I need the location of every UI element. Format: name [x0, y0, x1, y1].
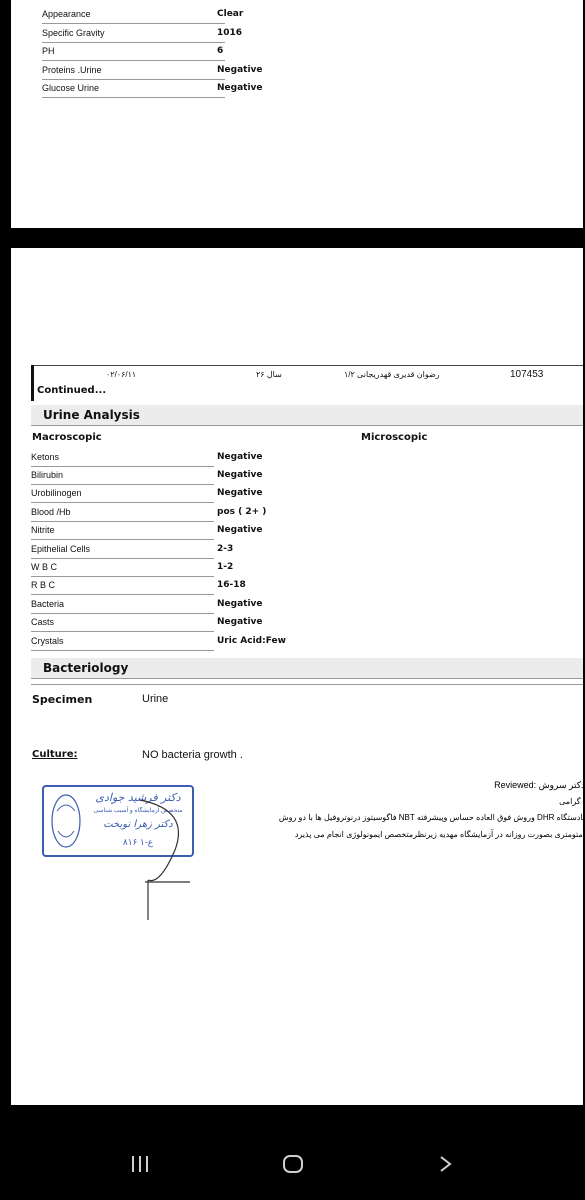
result-value: Negative [217, 83, 263, 93]
result-label: Blood /Hb [31, 507, 71, 517]
report-date: ۰۲/۰۶/۱۱ [106, 370, 137, 379]
result-value: Negative [217, 599, 263, 609]
result-label: Appearance [42, 9, 91, 19]
result-row [31, 503, 214, 522]
result-value: Clear [217, 9, 244, 19]
result-value: Negative [217, 525, 263, 535]
header-bracket [31, 365, 34, 401]
result-row [31, 576, 214, 595]
result-label: Proteins .Urine [42, 65, 102, 75]
result-label: Bacteria [31, 599, 65, 609]
section-header-urine [31, 405, 583, 426]
patient-name: رضوان قدیری قهدریجانی ۱/۲ [344, 370, 440, 379]
result-value: Negative [217, 470, 263, 480]
patient-age: ۲۶ سال [256, 370, 282, 379]
result-label: Epithelial Cells [31, 544, 91, 554]
result-value: pos ( 2+ ) [217, 507, 267, 517]
microscopic-heading: Microscopic [361, 432, 428, 443]
result-value: 6 [217, 46, 224, 56]
result-row [31, 466, 214, 485]
home-icon [282, 1154, 304, 1174]
stamp-line: دکتر زهرا نوبخت [103, 819, 173, 830]
result-row [31, 613, 214, 632]
system-nav-bar [0, 1105, 583, 1200]
result-label: Crystals [31, 636, 64, 646]
report-page-2 [11, 248, 583, 1105]
result-label: PH [42, 46, 55, 56]
result-row [31, 521, 214, 540]
result-label: Urobilinogen [31, 488, 82, 498]
result-label: Casts [31, 617, 55, 627]
note-line: متومتری بصورت روزانه در آزمایشگاه مهدیه زیرنظرمتخصص ایمونولوژی انجام می پذیرد. [294, 830, 585, 839]
back-button[interactable] [438, 1155, 454, 1173]
stamp-line: دکتر فرشید جوادی [95, 791, 181, 804]
back-chevron-icon [438, 1155, 454, 1173]
result-row [31, 558, 214, 577]
result-row [31, 448, 214, 467]
result-row [31, 484, 214, 503]
result-value: 16-18 [217, 580, 246, 590]
section-title: Urine Analysis [43, 408, 140, 422]
culture-value: NO bacteria growth . [142, 749, 243, 761]
result-value: Negative [217, 617, 263, 627]
result-value: Negative [217, 488, 263, 498]
result-row [42, 24, 225, 43]
section-title: Bacteriology [43, 661, 129, 675]
section-header-bacteriology [31, 658, 583, 679]
stamp-line: ع-۱ ۸۱۶ [122, 837, 154, 847]
result-value: Uric Acid:Few [217, 636, 286, 646]
result-label: Specific Gravity [42, 28, 105, 38]
note-line: فاگوسیتوز درنوتروفیل ها با دو روش NBT وروش فوق العاده حساس وپیشرفته DHR بادستگاه [278, 813, 585, 822]
result-row [42, 61, 225, 80]
home-button[interactable] [282, 1154, 304, 1174]
report-page-1 [11, 0, 583, 228]
result-value: Negative [217, 65, 263, 75]
result-row [42, 42, 225, 61]
result-label: Nitrite [31, 525, 55, 535]
divider [31, 684, 583, 685]
result-row [31, 540, 214, 559]
result-row [42, 5, 225, 24]
stamp-line: متخصص آزمایشگاه و آسیب شناسی [93, 808, 183, 814]
note-line: گرامی : [559, 797, 585, 806]
recent-apps-button[interactable] [131, 1155, 151, 1173]
continued-label: Continued... [37, 385, 107, 396]
signature-icon [100, 790, 220, 930]
result-row [31, 632, 214, 651]
result-label: Ketons [31, 452, 60, 462]
macroscopic-heading: Macroscopic [32, 432, 102, 443]
result-value: 1016 [217, 28, 243, 38]
result-row [42, 79, 225, 98]
stamp-emblem-icon [48, 791, 84, 851]
specimen-value: Urine [142, 693, 169, 705]
culture-label: Culture: [32, 749, 78, 760]
result-label: Bilirubin [31, 470, 64, 480]
specimen-label: Specimen [32, 693, 93, 706]
result-label: Glucose Urine [42, 83, 100, 93]
patient-id: 107453 [510, 369, 544, 380]
reviewed-by: Reviewed: دکتر سروش [494, 780, 585, 790]
result-label: R B C [31, 580, 56, 590]
result-value: 1-2 [217, 562, 234, 572]
result-value: 2-3 [217, 544, 234, 554]
result-value: Negative [217, 452, 263, 462]
result-row [31, 595, 214, 614]
review-note [241, 780, 583, 850]
result-label: W B C [31, 562, 57, 572]
recent-apps-icon [131, 1155, 151, 1173]
header-divider [34, 365, 583, 366]
